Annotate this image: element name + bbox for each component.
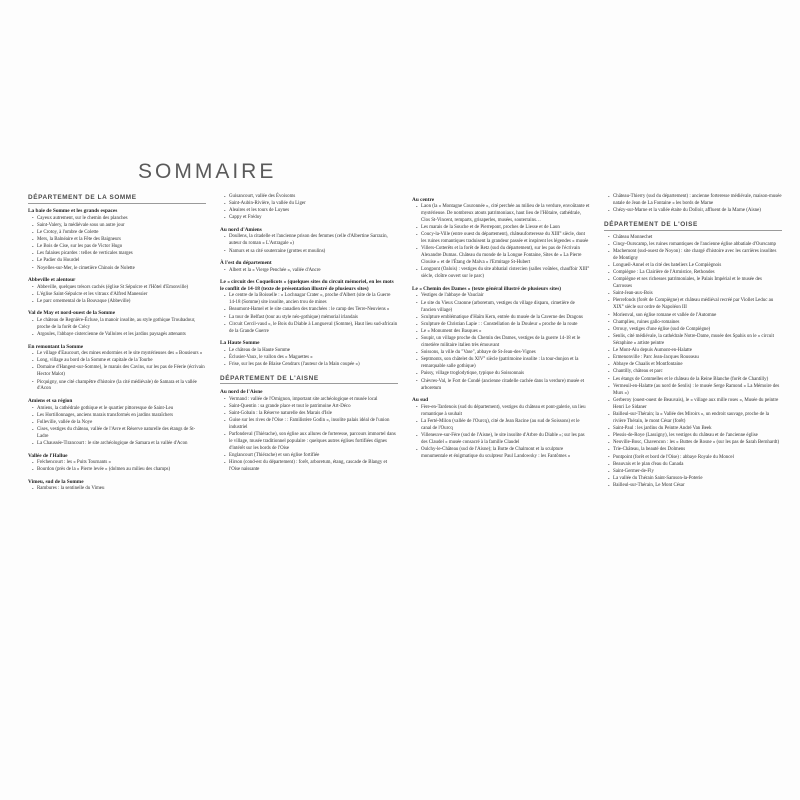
list-item: • Les étangs de Commelles et le château de la Reine Blanche (forêt de Chantilly)	[608, 377, 782, 384]
text-column	[28, 194, 206, 493]
text-column	[604, 194, 782, 490]
list-item: • Pierrefonds (forêt de Compiègne) et château médiéval recréé par Viollet Leduc au XIX° siècle sur ordre de Napoléon III	[608, 298, 782, 312]
list-item: • Amiens, la cathédrale gothique et le quartier pittoresque de Saint-Leu	[32, 406, 206, 413]
list-item: • Beaumont-Hamel et le site canadien des tranchées : le camp des Terre-Neuviens »	[224, 307, 398, 314]
list-item: • Folleville, vallée de la Noye	[32, 420, 206, 427]
section-heading: Vallée de l'Hallue	[28, 452, 68, 459]
section-heading: Au nord de l'Aisne	[220, 388, 263, 395]
entry-list	[224, 348, 398, 369]
list-item: • Trie-Château, la beauté des Dolmens	[608, 447, 782, 454]
list-item: • Frise, sur les pas de Blaise Cendrars (l'auteur de la Main coupée »)	[224, 362, 398, 369]
list-item: • Sculpture emblématique d'Haïm Kern, entrée du musée de la Caverne des Dragons	[416, 315, 590, 322]
list-item: • Cinqy-Ourscamp, les ruines romantiques de l'ancienne église abbatiale d'Ourscamp	[608, 242, 782, 249]
entry-list	[224, 397, 398, 475]
entry-list	[32, 486, 206, 493]
list-item: • Noyelles-sur-Mer, le cimetière Chinois de Nolette	[32, 266, 206, 273]
list-item: • L'église Saint-Sépulcre et les vitraux d'Alfred Manessier	[32, 292, 206, 299]
list-item: • Parfondeval (Thiérache), son église aux allures de forteresse, parcours immortel dans le village, musée traditionnel populaire : quelques autres églises fortifiées dignes d'intérêt sur les bords de l'Oise	[224, 432, 398, 453]
list-item: • Fère-en-Tardenois (sud du département), vestiges du château et pont-galerie, un lieu romantique à souhait	[416, 405, 590, 419]
entry-list	[416, 204, 590, 281]
section-heading: Val de May et nord-ouest de la Somme	[28, 310, 116, 317]
section-heading: Au centre	[412, 196, 435, 203]
list-item: • Albert et la « Vierge Penchée », vallée d'Ancre	[224, 268, 398, 275]
department-heading: DÉPARTEMENT DE LA SOMME	[28, 194, 206, 204]
list-item: • Soissons, la ville du "Vase", abbaye de St-Jean-des-Vignes	[416, 350, 590, 357]
list-item: • Oulchy-le-Château (sud de l'Aisne); la Butte de Chalmont et la sculpture monumentale et énigmatique du sculpteur Paul Landowsky : les Fantômes »	[416, 447, 590, 461]
section-heading: Vimeu, sud de la Somme	[28, 478, 84, 485]
list-item: • Saint-Quentin : sa grande place et tout le patrimoine Art-Déco	[224, 404, 398, 411]
department-heading: DÉPARTEMENT DE L'OISE	[604, 221, 782, 231]
list-item: • Cayeux autrement, sur le chemin des planches	[32, 216, 206, 223]
list-item: • Château Monnechet	[608, 235, 782, 242]
list-item: • Argoules, l'abbaye cistercienne de Valloires et les jardins paysagés attenants	[32, 332, 206, 339]
entry-list	[224, 234, 398, 255]
list-item: • Cises, vestiges du château, vallée de l'Avre et Réserve naturelle des étangs de St-Ladre	[32, 427, 206, 441]
list-item: • Doullens, la citadelle et l'ancienne prison des femmes (celle d'Albertine Sarrazin, auteur du roman « L'Astragale »)	[224, 234, 398, 248]
list-item: • Saint-Paul : les jardins du Peintre André Van Beek	[608, 426, 782, 433]
list-item: • La Ferté-Milon (vallée de l'Ourcq), cité de Jean Racine (au sud de Soissons) et le canal de l'Ourcq	[416, 419, 590, 433]
list-item: • Château-Thierry (sud du département) : ancienne forteresse médiévale, maison-musée natale de Jean de La Fontaine « les bords de Marne	[608, 194, 782, 208]
list-item: • Guise sur les rives de l'Oise : : Familistère Godin », insolite palais idéal de l'union industriel	[224, 418, 398, 432]
list-item: • Compiègne et ses richesses patrimoniales, le Palais Impérial et le musée des Carrosses	[608, 277, 782, 291]
list-item: • Senlis, cité médiévale, la cathédrale Notre-Dame, musée des Spahis on le « circuit Séraphine » artiste peintre	[608, 334, 782, 348]
list-item: • Le parc ornemental de la Bouvaque (Abbeville)	[32, 299, 206, 306]
section-heading: À l'est du département	[220, 260, 272, 267]
list-item: • Le château de la Haute Somme	[224, 348, 398, 355]
list-item: • Le « Monument des Basques »	[416, 329, 590, 336]
list-item: • Éclusier-Vaux, le vallon des « Maguettes »	[224, 355, 398, 362]
list-item: • Les marais de la Souche et de Pierrepont, proches de Liesse et de Laon	[416, 225, 590, 232]
entry-list	[608, 194, 782, 215]
entry-list	[32, 460, 206, 474]
entry-list	[32, 216, 206, 273]
entry-list	[32, 351, 206, 393]
section-heading: Abbeville et alentour	[28, 277, 76, 284]
list-item: • Le Mont-Alu depuis Aumont-en-Halatte	[608, 348, 782, 355]
section-heading: Au nord d'Amiens	[220, 226, 262, 233]
list-item: • Septmonts, son châtelet du XIV° siècle (patrimoine insolite : la tour-donjon et la remarquable salle gothique)	[416, 357, 590, 371]
list-item: • Longueil-Annel et la cité des bateliers Le Compiègnois	[608, 263, 782, 270]
list-item: • Englancourt (Thiérache) et son église fortifiée	[224, 453, 398, 460]
list-item: • Compiègne : La Clairière de l'Armistice, Rethondes	[608, 270, 782, 277]
entry-list	[608, 235, 782, 491]
list-item: • Ermenonville : Parc Jean-Jacques Rousseau	[608, 355, 782, 362]
section-heading: En remontant la Somme	[28, 343, 84, 350]
section-heading: Au sud	[412, 396, 429, 403]
list-item: • Vermand : vallée de l'Omignon, important site archéologique et musée local	[224, 397, 398, 404]
list-item: • Vermeuil-en-Halatte (au nord de Senlis) : le musée Serge Ramond « La Mémoire des Murs »)	[608, 384, 782, 398]
list-item: • Picquigny, une cité champêtre d'histoire (la cité médiévale) de Samara et la vallée d'Acon	[32, 380, 206, 394]
section-heading: Amiens et sa région	[28, 397, 73, 404]
list-item: • Hirson (cond-est du département) : forêt, arboretum, étang, cascade de Blangy et l'Oise naissante	[224, 460, 398, 474]
list-item: • Laon (la « Montagne Couronnée », cité perchée au milieu de la verdure, envoûtante et mystérieuse. De nombreux atouts patrimoniaux, haut lieu de l'Hôtaire, cathédrale, Clos St-Vincent, remparts, grisaperles, musées, souterrains…	[416, 204, 590, 225]
list-item: • Bailleul-sur-Thérain; la « Vallée des Miroirs », un endroit sauvage, proche de la rivière Thérain, le mont César (forêt)	[608, 412, 782, 426]
list-item: • Bailleul-sur-Thérain, Le Mont César	[608, 483, 782, 490]
entry-list	[416, 293, 590, 392]
list-item: • Cappy et Frédoy	[224, 215, 398, 222]
section-heading: La baie de Somme et les grands espaces	[28, 208, 118, 214]
entry-list	[224, 268, 398, 275]
list-item: • Aleaires et les tours de Luynes	[224, 208, 398, 215]
entry-list	[32, 406, 206, 448]
list-item: • Machemont (sud-ouest de Noyon) : site chargé d'histoire avec les carrières insolites de Montigny	[608, 249, 782, 263]
entry-list	[416, 405, 590, 461]
list-item: • La Chaussée-Tirancourt : le site archéologique de Samara et la vallée d'Acon	[32, 441, 206, 448]
list-item: • Abbaye de Chaalis et Montfontaine	[608, 362, 782, 369]
list-item: • Paissy, village troglodytique, typique du Soissonnais	[416, 371, 590, 378]
list-item: • Le centre de la Boisselle : « Lochnagar Crater », proche d'Albert (site de la Guerre 14-18 (Somme) site insolite, ancien trou de mines	[224, 293, 398, 307]
list-item: • Vestiges de l'abbaye de Vauclair	[416, 293, 590, 300]
list-item: • Rambures : la sentinelle du Vimeu	[32, 486, 206, 493]
text-column	[412, 194, 590, 461]
text-column	[220, 194, 398, 474]
section-heading: Le « circuit des Coquelicots » (quelques sites du circuit mémoriel, en les mots le conflit de 14-18 (texte de présentation illustré de plusieurs sites)	[220, 279, 394, 292]
list-item: • Domaine d'Hangest-sur-Somme), le marais des Cavins, sur les pas de Féerie (écrivain Hector Malot)	[32, 365, 206, 379]
list-item: • Bourdon (près de la « Pierre levée » (dolmen au milieu des champs)	[32, 467, 206, 474]
list-item: • Gerberoy (ouest-ouest de Beauvais), le « village aux mille roses », Musée du peintre Henri Le Sidaner	[608, 398, 782, 412]
list-item: • Le site du Vieux Craonne (arboretum, vestiges du village disparu, cimetière de l'ancien village)	[416, 301, 590, 315]
list-item: • Plessis-de-Roye (Lassigny), les vestiges du château et de l'ancienne église	[608, 433, 782, 440]
list-item: • Villeneuve-sur-Fère (sud de l'Aisne), le site insolite d'Arbre du Diable »; sur les pas des Claudel « musée consacré à la famille Claudel	[416, 433, 590, 447]
entry-list	[224, 194, 398, 222]
list-item: • Saint-Aubin-Rivière, la vallée du Liger	[224, 201, 398, 208]
list-item: • Chantilly, château et parc	[608, 369, 782, 376]
list-item: • Longpont (Oalois) : vestiges du site abbatial cistercien (salles voûtées, chauffoir XIII° siècle, cloître ouvert sur le parc)	[416, 267, 590, 281]
list-item: • Pontpoint (forêt et bord de l'Oise) : abbaye Royale du Moncel	[608, 455, 782, 462]
section-heading: La Haute Somme	[220, 340, 260, 347]
list-item: • Abbeville, quelques trésors cachés (église St Sépulcre et l'Hôtel d'Emonville)	[32, 285, 206, 292]
entry-list	[32, 318, 206, 339]
page-title: SOMMAIRE	[138, 160, 277, 183]
list-item: • Orrouy, vestiges d'une église (sud de Compiègne)	[608, 327, 782, 334]
list-item: • La tour de Belfast (tour au style néo-gothique) mémorial irlandais	[224, 315, 398, 322]
list-item: • Fréchencourt : les « Puits Tournants »	[32, 460, 206, 467]
entry-list	[32, 285, 206, 306]
list-item: • Saint-Valery, la médiévale sous un autre jour	[32, 223, 206, 230]
section-heading: Le « Chemin des Dames » (texte général illustré de plusieurs sites)	[412, 285, 562, 292]
list-item: • Guisancourt, vallée des Évoisoms	[224, 194, 398, 201]
list-item: • Chèvres-Val, le Fort de Condé (ancienne citadelle cachée dans la verdure) musée et arboretum	[416, 379, 590, 393]
list-item: • Morienval, son église romane et vallée de l'Automne	[608, 313, 782, 320]
list-item: • Le Crotoy, à l'ombre de Colette	[32, 230, 206, 237]
list-item: • Mers, la Balnéaire et la Fête des Baigneurs	[32, 237, 206, 244]
columns-container	[28, 194, 788, 493]
list-item: • Le Bois de Cise, sur les pas de Victor Hugo	[32, 244, 206, 251]
list-item: • Saint-Gobain : la Réserve naturelle des Marais d'Isle	[224, 411, 398, 418]
list-item: • Les falaises picardes : telles de verticales marges	[32, 251, 206, 258]
list-item: • La vallée du Thérain Saint-Samson-la-Poterie	[608, 476, 782, 483]
sommaire-sheet	[28, 160, 788, 630]
list-item: • Soupir, un village proche du Chemin des Dames, vestiges de la guerre 14-18 et le cimetière militaire italien très émouvant	[416, 336, 590, 350]
list-item: • Le château de Regnière-Écluse, la manoir insolite, au style gothique Troubadour, proche de la forêt de Crécy	[32, 318, 206, 332]
department-heading: DÉPARTEMENT DE L'AISNE	[220, 375, 398, 385]
list-item: • Beauvais et le plan d'eau du Canada	[608, 462, 782, 469]
list-item: • Circuit Cercil-vaud », le Bois du Diable à Longueval (Somme), Haut lieu sud-africain de la Grande Guerre	[224, 322, 398, 336]
list-item: • Namurs et sa cité souterraine (grottes et moulins)	[224, 249, 398, 256]
list-item: • Long, village au bord de la Somme et capitale de la Tourbe	[32, 358, 206, 365]
list-item: • Saint-Jean-aux-Bois	[608, 291, 782, 298]
list-item: • Chézy-sur-Marne et la vallée étaite du Dolloir, affluent de la Marne (Aisne)	[608, 208, 782, 215]
list-item: • Coucy-la-Ville (entre ouest du département), châteauforteresse du XIII° siècle, dont les ruines romantiques traduisent la grandeur passée et inspirent les légendes « musée	[416, 232, 590, 246]
list-item: • Villers-Cotterêts et la forêt de Retz (sud du département), sur les pas de l'écrivain Alexandre Dumas. Château du monde de la Longue Fontaine, Sites de « La Pierre Clouise » et de l'Étang de Malva « l'Ermitage St-Hubert	[416, 246, 590, 267]
list-item: • Le Padier du Hourdel	[32, 258, 206, 265]
list-item: • Les Hortillonnages, anciens marais transformés en jardins maraîchers	[32, 413, 206, 420]
list-item: • Saint-Germer-de-Fly	[608, 469, 782, 476]
list-item: • Sculpture de Christian Lapie : : Constellation de la Douleur « proche de la route	[416, 322, 590, 329]
entry-list	[224, 293, 398, 335]
list-item: • Neuville-Bosc, Chavencon : les « Buttes de Rosne » (sur les pas de Sarah Bernhardt)	[608, 440, 782, 447]
list-item: • Champlieu, ruines gallo-romaines	[608, 320, 782, 327]
list-item: • Le village d'Eaucourt, des mines endormies et le site mystérieuses des « Bousieurs »	[32, 351, 206, 358]
